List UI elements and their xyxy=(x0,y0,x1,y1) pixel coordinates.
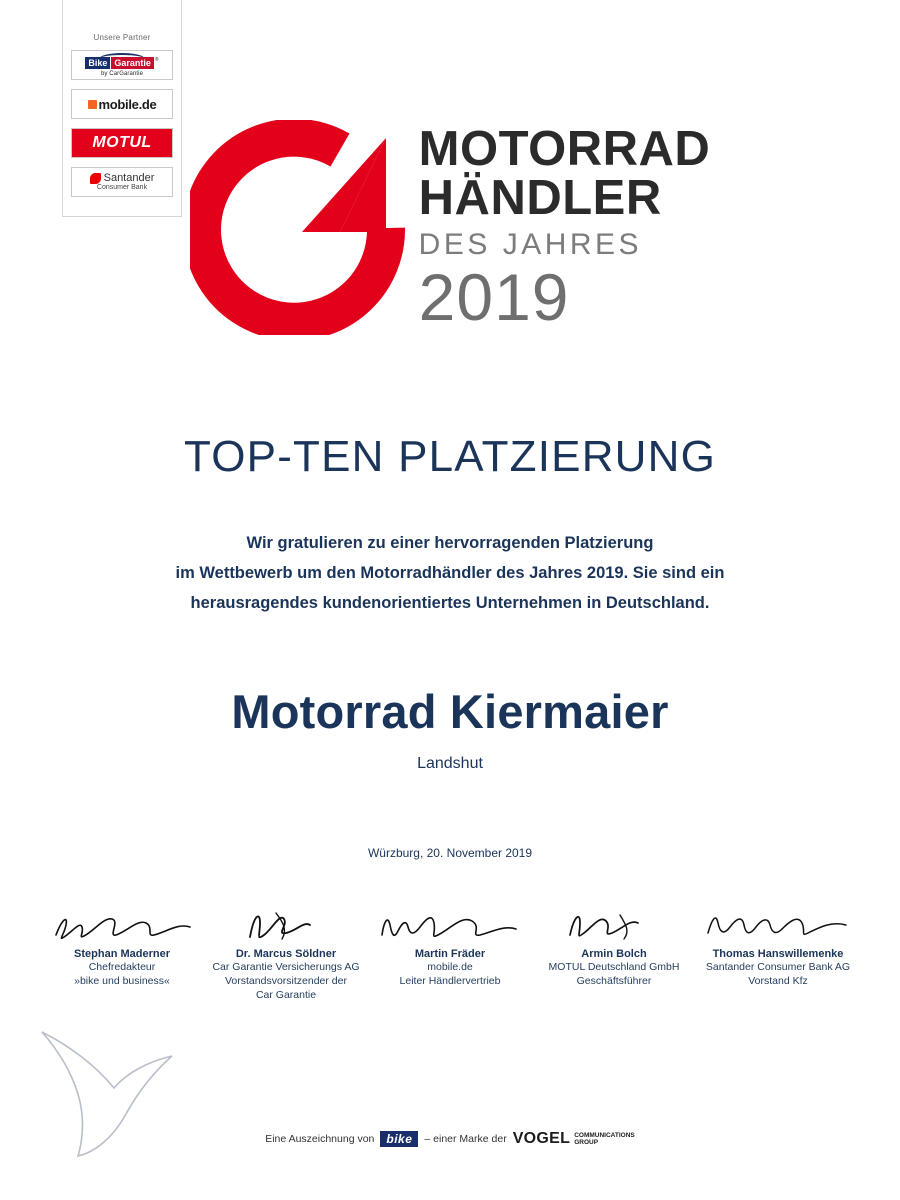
signature-role: mobile.de xyxy=(427,961,473,973)
mobile-de-primary: mobile.de xyxy=(98,96,157,112)
footer xyxy=(0,1130,900,1148)
signature-icon xyxy=(370,905,530,947)
footer-prefix: Eine Auszeichnung von xyxy=(265,1133,375,1145)
signature-block xyxy=(696,905,860,988)
signature-icon xyxy=(698,905,858,947)
bike-badge-logo: bike xyxy=(380,1131,418,1147)
footer-middle: – einer Marke der xyxy=(424,1133,507,1145)
signature-name: Martin Fräder xyxy=(414,948,486,960)
registered-icon: ® xyxy=(154,57,159,63)
signature-role: Car Garantie xyxy=(255,989,317,1001)
signature-role: MOTUL Deutschland GmbH xyxy=(548,961,680,973)
vogel-sub-line-2: GROUP xyxy=(574,1139,599,1146)
wordmark-line-3: DES JAHRES xyxy=(418,228,643,261)
signature-name: Stephan Maderner xyxy=(74,948,170,960)
wordmark-line-1: MOTORRAD xyxy=(418,122,711,176)
motorrad-mark-icon xyxy=(190,120,405,335)
signature-block xyxy=(204,905,368,1002)
signature-role: Vorstandsvorsitzender der xyxy=(225,975,347,987)
wordmark-line-2: HÄNDLER xyxy=(418,171,662,225)
signature-icon xyxy=(206,905,366,947)
wordmark-year: 2019 xyxy=(418,260,570,334)
signature-name: Dr. Marcus Söldner xyxy=(235,948,337,960)
signature-icon xyxy=(534,905,694,947)
vogel-logo-sub xyxy=(574,1132,635,1147)
dealer-city: Landshut xyxy=(417,755,483,772)
signature-block xyxy=(368,905,532,988)
award-logo xyxy=(0,120,900,335)
bike-garantie-secondary: Garantie xyxy=(111,57,154,69)
signature-block xyxy=(532,905,696,988)
vogel-sub-line-1: COMMUNICATIONS xyxy=(574,1131,635,1139)
mobile-de-logo xyxy=(71,89,173,119)
dealer-name: Motorrad Kiermaier xyxy=(231,685,669,738)
signature-row xyxy=(40,905,860,1002)
santander-sub: Consumer Bank xyxy=(96,184,148,192)
congrats-line: herausragendes kundenorientiertes Unternehmen in Deutschland. xyxy=(190,594,710,612)
partner-box-title: Unsere Partner xyxy=(93,33,151,42)
signature-role: »bike und business« xyxy=(74,975,170,987)
signature-block xyxy=(40,905,204,988)
signature-role: Chefredakteur xyxy=(88,961,156,973)
award-wordmark xyxy=(418,122,711,334)
signature-name: Armin Bolch xyxy=(581,948,647,960)
congratulation-text xyxy=(0,528,900,618)
signature-role: Leiter Händlervertrieb xyxy=(399,975,501,987)
bike-garantie-sub: by CarGarantie xyxy=(100,71,144,77)
congrats-line: im Wettbewerb um den Motorradhändler des Jahres 2019. Sie sind ein xyxy=(175,564,725,582)
mobile-de-square-icon xyxy=(88,100,97,109)
bike-garantie-logo xyxy=(71,50,173,80)
santander-primary: Santander xyxy=(103,172,155,185)
signature-role: Geschäftsführer xyxy=(576,975,652,987)
vogel-logo: VOGEL xyxy=(512,1130,571,1147)
signature-role: Santander Consumer Bank AG xyxy=(705,961,851,973)
signature-name: Thomas Hanswillemenke xyxy=(712,948,844,960)
signature-role: Vorstand Kfz xyxy=(748,975,808,987)
congrats-line: Wir gratulieren zu einer hervorragenden Platzierung xyxy=(246,534,654,552)
award-title: TOP-TEN PLATZIERUNG xyxy=(183,432,717,481)
motul-primary: MOTUL xyxy=(92,134,152,151)
signature-role: Car Garantie Versicherungs AG xyxy=(212,961,360,973)
place-and-date: Würzburg, 20. November 2019 xyxy=(367,846,533,860)
signature-icon xyxy=(42,905,202,947)
bike-garantie-primary: Bike xyxy=(85,57,110,69)
